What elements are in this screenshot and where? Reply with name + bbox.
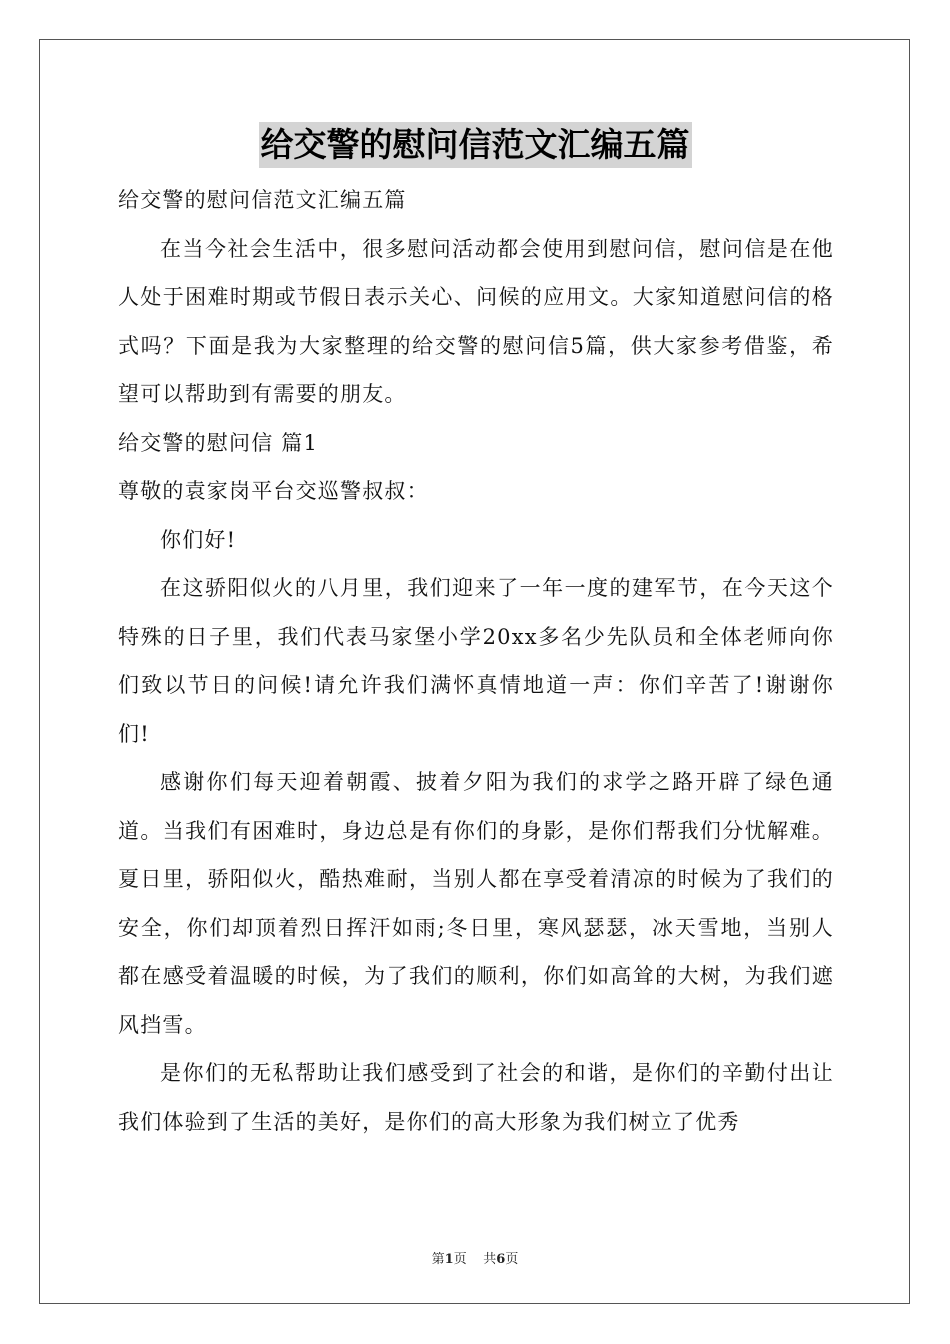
- title-container: [0, 122, 950, 168]
- page-suffix: 页: [453, 1252, 467, 1267]
- greeting-text: 你们好!: [160, 527, 237, 552]
- page-prefix: 第: [431, 1252, 445, 1267]
- salutation: 尊敬的袁家岗平台交巡警叔叔：: [118, 479, 429, 503]
- page-footer: [0, 1248, 950, 1267]
- current-page-number: 1: [444, 1252, 454, 1267]
- body-paragraph: 感谢你们每天迎着朝霞、披着夕阳为我们的求学之路开辟了绿色通道。当我们有困难时，身边总是有你们的身影，是你们帮我们分忧解难。夏日里，骄阳似火，酷热难耐，当别人都在享受着清凉的时候为了我们的安全，你们却顶着烈日挥汗如雨;冬日里，寒风瑟瑟，冰天雪地，当别人都在感受着温暖的时候，为了我们的顺利，你们如高耸的大树，为我们遮风挡雪。: [118, 770, 834, 1037]
- document-body: [118, 176, 834, 1146]
- intro-paragraph: [118, 225, 834, 419]
- total-page-count: 6: [496, 1252, 506, 1267]
- total-prefix: 共: [483, 1252, 497, 1267]
- document-subtitle: 给交警的慰问信范文汇编五篇: [118, 188, 407, 212]
- body-paragraph: 在这骄阳似火的八月里，我们迎来了一年一度的建军节，在今天这个特殊的日子里，我们代表马家堡小学20xx多名少先队员和全体老师向你们致以节日的问候!请允许我们满怀真情地道一声：你们辛苦了!谢谢你们!: [118, 576, 834, 746]
- intro-text: 在当今社会生活中，很多慰问活动都会使用到慰问信，慰问信是在他人处于困难时期或节假日表示关心、问候的应用文。大家知道慰问信的格式吗？下面是我为大家整理的给交警的慰问信5篇，供大家参考借鉴，希望可以帮助到有需要的朋友。: [118, 236, 834, 406]
- section-heading: 给交警的慰问信 篇1: [118, 430, 319, 455]
- letter-body: [118, 564, 834, 1146]
- body-paragraph: 是你们的无私帮助让我们感受到了社会的和谐，是你们的辛勤付出让我们体验到了生活的美好，是你们的高大形象为我们树立了优秀: [118, 1061, 834, 1134]
- document-title: 给交警的慰问信范文汇编五篇: [259, 122, 692, 168]
- greeting-paragraph: [118, 516, 834, 565]
- total-suffix: 页: [505, 1252, 519, 1267]
